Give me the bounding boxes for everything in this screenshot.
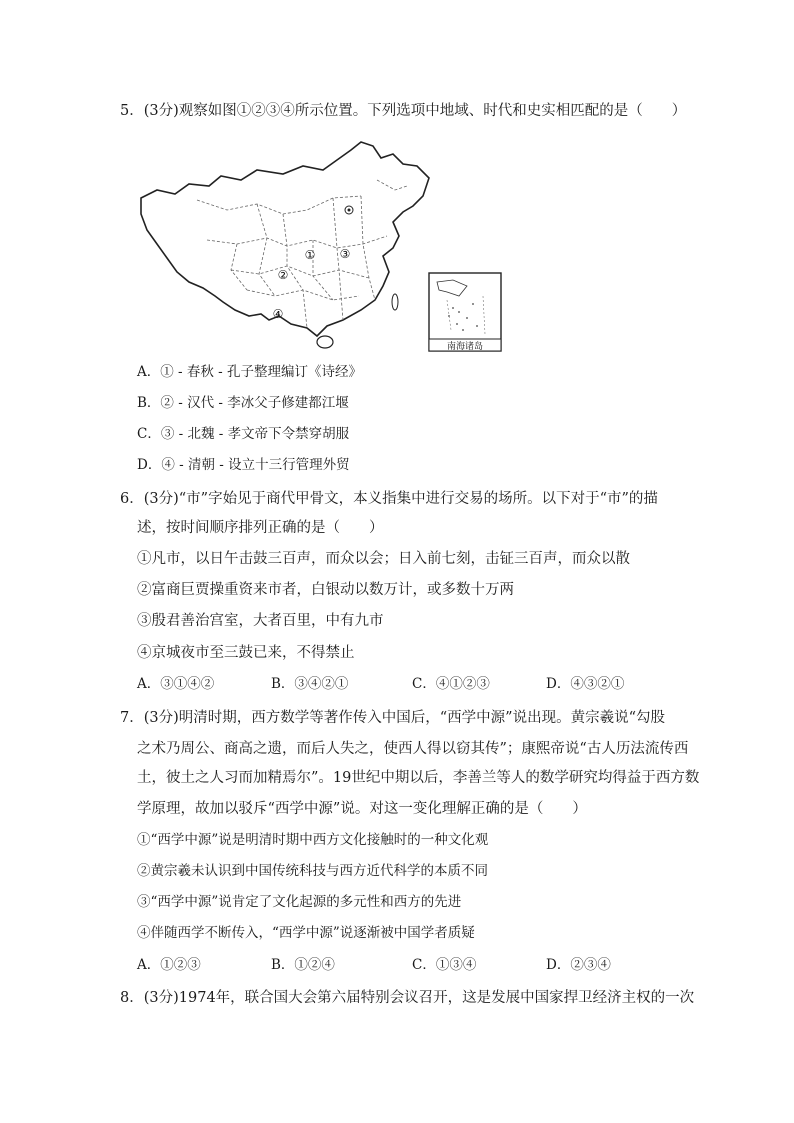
q6-choice-b[interactable]: B．③④②① — [271, 676, 349, 692]
south-sea-inset — [429, 273, 501, 352]
q6-item-3: ③殷君善治宫室，大者百里，中有九市 — [137, 613, 384, 629]
q6-stem-line2: 述，按时间顺序排列正确的是（ ） — [137, 520, 384, 536]
q6-item-1: ①凡市，以日午击鼓三百声，而众以会；日入前七刻，击钲三百声，而众以散 — [137, 551, 630, 567]
q6-stem-line1: 6．(3分)“市”字始见于商代甲骨文，本义指集中进行交易的场所。以下对于“市”的描 — [120, 491, 658, 507]
q5-option-a[interactable]: A．① - 春秋 - 孔子整理编订《诗经》 — [137, 364, 363, 380]
q6-item-4: ④京城夜市至三鼓已来，不得禁止 — [137, 645, 355, 661]
q5-option-b[interactable]: B．② - 汉代 - 李冰父子修建都江堰 — [137, 395, 349, 411]
q7-stem-line2: 之术乃周公、商高之遗，而后人失之，使西人得以窃其传”；康熙帝说“古人历法流传西 — [137, 741, 689, 757]
q7-item-1: ①“西学中源”说是明清时期中西方文化接触时的一种文化观 — [137, 832, 489, 848]
q7-stem-line3: 土，彼土之人习而加精焉尔”。19世纪中期以后，李善兰等人的数学研究均得益于西方数 — [137, 770, 700, 786]
q8-stem: 8．(3分)1974年，联合国大会第六届特别会议召开，这是发展中国家捍卫经济主权的一次 — [120, 990, 695, 1006]
q7-choice-b[interactable]: B．①②④ — [271, 957, 335, 973]
china-map — [137, 140, 509, 355]
inset-label: 南海诸岛 — [446, 342, 484, 352]
q6-item-2: ②富商巨贾操重资来市者，白银动以数万计，或多数十万两 — [137, 582, 514, 598]
china-outline — [141, 142, 429, 336]
map-marker-1: ① — [304, 248, 316, 262]
map-marker-2: ② — [277, 268, 289, 282]
q7-choice-a[interactable]: A．①②③ — [137, 957, 201, 973]
q6-choice-c[interactable]: C．④①②③ — [412, 676, 490, 692]
q5-stem: 5．(3分)观察如图①②③④所示位置。下列选项中地域、时代和史实相匹配的是（ ） — [120, 103, 687, 119]
q7-stem-line4: 学原理，故加以驳斥“西学中源”说。对这一变化理解正确的是（ ） — [137, 801, 587, 817]
q5-option-d[interactable]: D．④ - 清朝 - 设立十三行管理外贸 — [137, 457, 350, 473]
map-marker-3: ③ — [339, 247, 351, 261]
q6-choice-d[interactable]: D．④③②① — [546, 676, 625, 692]
q7-choice-d[interactable]: D．②③④ — [546, 957, 611, 973]
taiwan-island — [392, 294, 398, 310]
q5-option-c[interactable]: C．③ - 北魏 - 孝文帝下令禁穿胡服 — [137, 426, 350, 442]
q6-choice-a[interactable]: A．③①④② — [137, 676, 215, 692]
q7-choice-c[interactable]: C．①③④ — [412, 957, 477, 973]
q7-item-2: ②黄宗羲未认识到中国传统科技与西方近代科学的本质不同 — [137, 863, 488, 879]
q7-item-4: ④伴随西学不断传入，“西学中源”说逐渐被中国学者质疑 — [137, 925, 475, 941]
map-marker-4: ④ — [272, 307, 284, 321]
q7-item-3: ③“西学中源”说肯定了文化起源的多元性和西方的先进 — [137, 894, 462, 910]
hainan-island — [317, 336, 333, 348]
q7-stem-line1: 7．(3分)明清时期，西方数学等著作传入中国后，“西学中源”说出现。黄宗羲说“勾股 — [120, 710, 666, 726]
